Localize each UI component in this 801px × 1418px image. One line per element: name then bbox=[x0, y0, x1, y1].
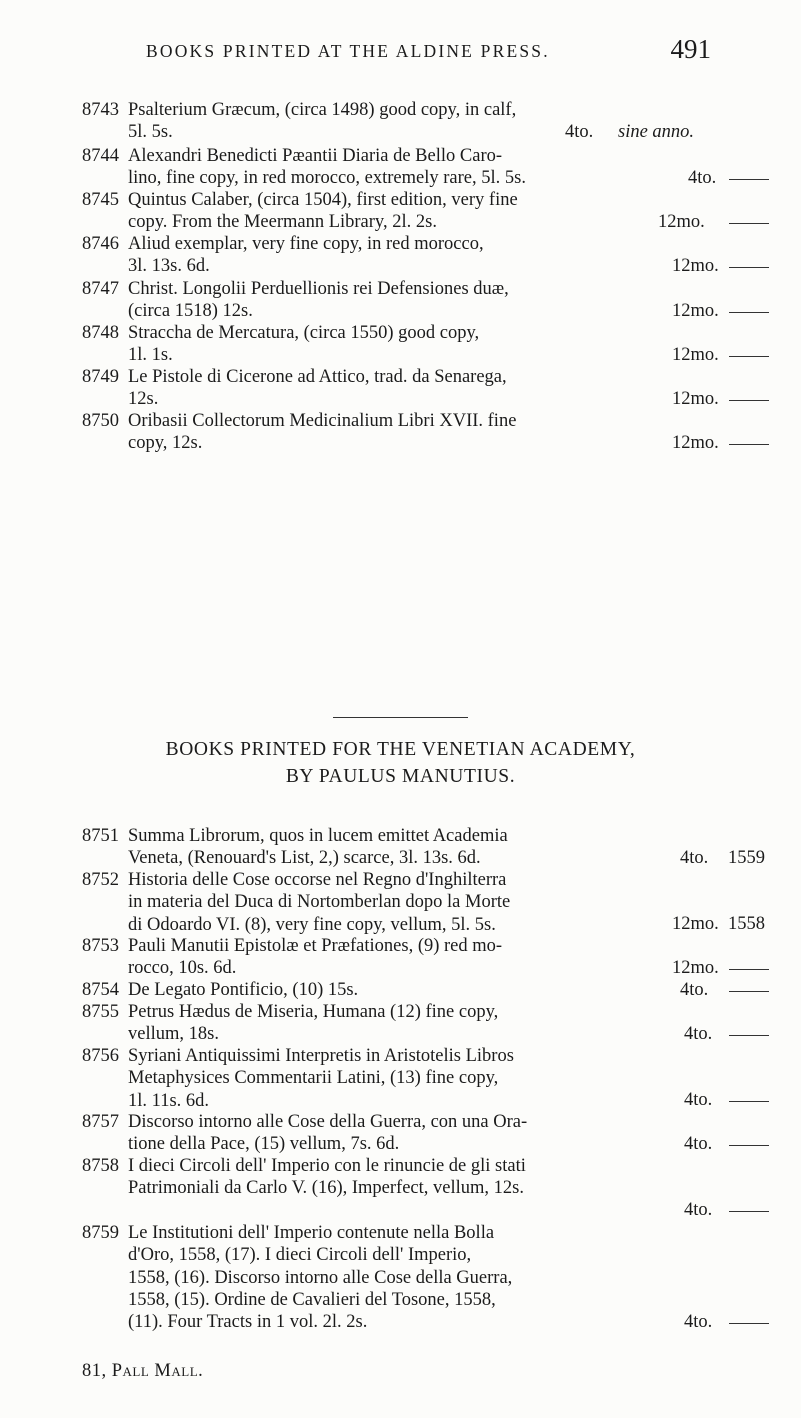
entry-line: 1558, (15). Ordine de Cavalieri del Tosone, 1558, bbox=[128, 1290, 496, 1310]
entry-line: Le Institutioni dell' Imperio contenute nella Bolla bbox=[128, 1223, 495, 1243]
entry-format: 12mo. bbox=[672, 914, 719, 934]
entry-line: (circa 1518) 12s. bbox=[128, 301, 253, 322]
entry-number: 8756 bbox=[82, 1046, 119, 1066]
entry-number: 8753 bbox=[82, 936, 119, 956]
entry-format: 4to. bbox=[684, 1134, 713, 1154]
entry-line: 5l. 5s. bbox=[128, 122, 173, 143]
entry-text bbox=[128, 1111, 728, 1156]
entry-format: 12mo. bbox=[672, 345, 719, 365]
entry-line: 1558, (16). Discorso intorno alle Cose della Guerra, bbox=[128, 1267, 513, 1288]
entry-line: d'Oro, 1558, (17). I dieci Circoli dell' Imperio, bbox=[128, 1245, 472, 1266]
entry-format: 4to. bbox=[684, 1090, 713, 1110]
entry-format: 12mo. bbox=[672, 256, 719, 276]
entry-text bbox=[128, 869, 728, 936]
entry-text bbox=[128, 1222, 728, 1289]
entry-format: 12mo. bbox=[658, 212, 705, 232]
entry-number: 8751 bbox=[82, 826, 119, 846]
entry-line: lino, fine copy, in red morocco, extremely rare, 5l. 5s. bbox=[128, 168, 526, 189]
ditto-rule bbox=[729, 400, 769, 401]
ditto-rule bbox=[729, 1323, 769, 1324]
entry-line: 1l. 11s. 6d. bbox=[128, 1090, 210, 1111]
entry-format: 12mo. bbox=[672, 433, 719, 453]
entry-number: 8746 bbox=[82, 234, 119, 254]
ditto-rule bbox=[729, 1035, 769, 1036]
entry-number: 8743 bbox=[82, 100, 119, 120]
ditto-rule bbox=[729, 1211, 769, 1212]
entry-number: 8749 bbox=[82, 367, 119, 387]
entry-line: I dieci Circoli dell' Imperio con le rinuncie de gli stati bbox=[128, 1156, 526, 1176]
entry-format: 4to. bbox=[684, 1200, 713, 1220]
ditto-rule bbox=[729, 969, 769, 970]
entry-text bbox=[128, 1289, 728, 1334]
entry-line: (11). Four Tracts in 1 vol. 2l. 2s. bbox=[128, 1312, 368, 1333]
entry-line: Petrus Hædus de Miseria, Humana (12) fine copy, bbox=[128, 1002, 499, 1022]
entry-format: 4to. bbox=[680, 848, 709, 868]
running-title: BOOKS PRINTED AT THE ALDINE PRESS. bbox=[146, 41, 550, 61]
entry-text bbox=[128, 366, 728, 411]
section-heading-line2: BY PAULUS MANUTIUS. bbox=[285, 766, 516, 787]
entry-text bbox=[128, 145, 728, 190]
entry-format: 12mo. bbox=[672, 389, 719, 409]
ditto-rule bbox=[729, 223, 769, 224]
entry-format: 4to. bbox=[688, 168, 717, 188]
entry-line: rocco, 10s. 6d. bbox=[128, 958, 237, 979]
entry-line: Summa Librorum, quos in lucem emittet Academia bbox=[128, 826, 508, 846]
entry-text bbox=[128, 1001, 728, 1046]
entry-number: 8748 bbox=[82, 323, 119, 343]
entry-line: copy. From the Meermann Library, 2l. 2s. bbox=[128, 212, 437, 233]
entry-number: 8744 bbox=[82, 146, 119, 166]
entry-line: 12s. bbox=[128, 389, 159, 410]
page-number: 491 bbox=[670, 34, 711, 64]
entry-line: tione della Pace, (15) vellum, 7s. 6d. bbox=[128, 1134, 400, 1155]
entry-number: 8745 bbox=[82, 190, 119, 210]
ditto-rule bbox=[729, 444, 769, 445]
entry-text bbox=[128, 1155, 728, 1200]
entry-format: 4to. bbox=[565, 122, 594, 142]
entry-line: 3l. 13s. 6d. bbox=[128, 256, 210, 277]
entry-format: 4to. bbox=[680, 980, 709, 1000]
entry-line: Straccha de Mercatura, (circa 1550) good copy, bbox=[128, 323, 480, 343]
entry-line: Quintus Calaber, (circa 1504), first edition, very fine bbox=[128, 190, 518, 210]
ditto-rule bbox=[729, 267, 769, 268]
footer-address: 81, Pall Mall. bbox=[82, 1361, 204, 1381]
entry-text bbox=[128, 278, 728, 323]
entry-number: 8747 bbox=[82, 279, 119, 299]
entry-number: 8752 bbox=[82, 870, 119, 890]
entry-line: Veneta, (Renouard's List, 2,) scarce, 3l. 13s. 6d. bbox=[128, 848, 481, 869]
entry-line: copy, 12s. bbox=[128, 433, 203, 454]
entry-text bbox=[128, 233, 728, 278]
ditto-rule bbox=[729, 1145, 769, 1146]
entry-text bbox=[128, 410, 728, 455]
entry-number: 8754 bbox=[82, 980, 119, 1000]
entry-format: 12mo. bbox=[672, 958, 719, 978]
entry-line: di Odoardo VI. (8), very fine copy, vellum, 5l. 5s. bbox=[128, 914, 496, 935]
entry-line: Alexandri Benedicti Pæantii Diaria de Bello Caro- bbox=[128, 146, 503, 166]
page-header bbox=[146, 34, 711, 74]
entry-number: 8759 bbox=[82, 1223, 119, 1243]
entry-text bbox=[128, 322, 728, 367]
ditto-rule bbox=[729, 312, 769, 313]
entry-line: Metaphysices Commentarii Latini, (13) fine copy, bbox=[128, 1068, 499, 1089]
entry-year: sine anno. bbox=[618, 122, 695, 142]
entry-line: in materia del Duca di Nortomberlan dopo la Morte bbox=[128, 892, 511, 913]
entry-line: De Legato Pontificio, (10) 15s. bbox=[128, 980, 359, 1000]
entry-year: 1558 bbox=[728, 914, 765, 934]
entry-format: 12mo. bbox=[672, 301, 719, 321]
section-divider bbox=[333, 717, 468, 718]
entry-format: 4to. bbox=[684, 1312, 713, 1332]
entry-line: Le Pistole di Cicerone ad Attico, trad. da Senarega, bbox=[128, 367, 507, 387]
entry-year: 1559 bbox=[728, 848, 765, 868]
entry-line: 1l. 1s. bbox=[128, 345, 173, 366]
entry-text bbox=[128, 935, 728, 980]
entry-line: Pauli Manutii Epistolæ et Præfationes, (9) red mo- bbox=[128, 936, 503, 956]
entry-format: 4to. bbox=[684, 1024, 713, 1044]
entry-number: 8750 bbox=[82, 411, 119, 431]
entry-text bbox=[128, 1045, 728, 1112]
entry-text bbox=[128, 189, 728, 234]
entry-number: 8755 bbox=[82, 1002, 119, 1022]
ditto-rule bbox=[729, 1101, 769, 1102]
entry-line: Discorso intorno alle Cose della Guerra, con una Ora- bbox=[128, 1112, 528, 1132]
entry-number: 8757 bbox=[82, 1112, 119, 1132]
ditto-rule bbox=[729, 356, 769, 357]
entry-line: Aliud exemplar, very fine copy, in red morocco, bbox=[128, 234, 484, 254]
entry-line: Syriani Antiquissimi Interpretis in Aristotelis Libros bbox=[128, 1046, 514, 1066]
ditto-rule bbox=[729, 179, 769, 180]
entry-line: Historia delle Cose occorse nel Regno d'Inghilterra bbox=[128, 870, 507, 890]
entry-line: Psalterium Græcum, (circa 1498) good copy, in calf, bbox=[128, 100, 517, 120]
entry-line: vellum, 18s. bbox=[128, 1024, 219, 1045]
entry-text bbox=[128, 825, 728, 870]
section-heading-line1: BOOKS PRINTED FOR THE VENETIAN ACADEMY, bbox=[165, 739, 636, 760]
entry-text bbox=[128, 979, 728, 1001]
ditto-rule bbox=[729, 991, 769, 992]
entry-number: 8758 bbox=[82, 1156, 119, 1176]
entry-line: Patrimoniali da Carlo V. (16), Imperfect, vellum, 12s. bbox=[128, 1178, 524, 1199]
entry-line: Christ. Longolii Perduellionis rei Defensiones duæ, bbox=[128, 279, 509, 299]
entry-line: Oribasii Collectorum Medicinalium Libri XVII. fine bbox=[128, 411, 517, 431]
